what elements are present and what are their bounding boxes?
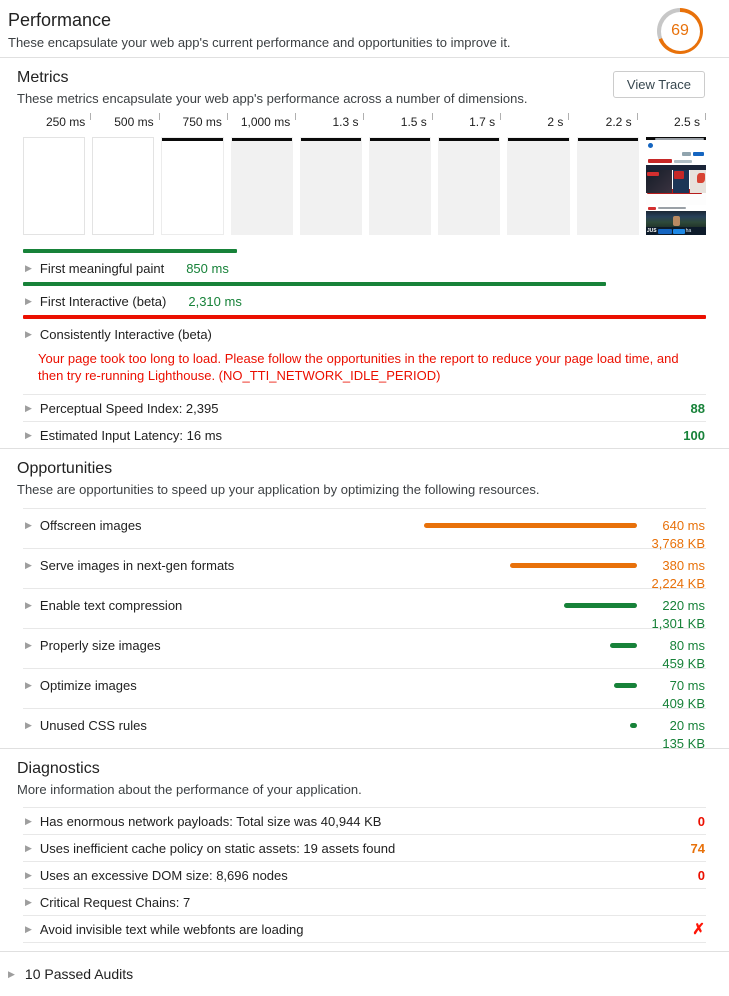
opportunity-label: Serve images in next-gen formats bbox=[39, 558, 235, 573]
opportunities-description: These are opportunities to speed up your application by optimizing the following resources. bbox=[17, 482, 540, 497]
timeline-label: 2 s bbox=[501, 115, 569, 133]
opportunity-size: 1,301 KB bbox=[651, 616, 705, 631]
timeline-label: 2.2 s bbox=[569, 115, 637, 133]
timeline-label: 2.5 s bbox=[638, 115, 706, 133]
opportunity-savings-bar bbox=[614, 683, 637, 688]
expand-triangle-icon[interactable]: ▶ bbox=[25, 896, 32, 907]
expand-triangle-icon[interactable]: ▶ bbox=[25, 869, 32, 880]
opportunity-savings-bar bbox=[630, 723, 637, 728]
opportunity-row[interactable] bbox=[23, 628, 706, 671]
opportunity-time: 640 ms bbox=[662, 518, 705, 533]
thumbnail-login-buttons bbox=[646, 150, 706, 157]
metric-row-perceptual-speed-index[interactable] bbox=[23, 394, 706, 421]
metric-row-first-interactive[interactable] bbox=[23, 282, 706, 313]
metric-score: 88 bbox=[690, 400, 705, 416]
opportunity-time: 70 ms bbox=[669, 678, 705, 693]
expand-triangle-icon[interactable]: ▶ bbox=[25, 263, 32, 273]
diagnostic-label: Uses an excessive DOM size: 8,696 nodes bbox=[39, 867, 288, 883]
timeline-label: 1.5 s bbox=[364, 115, 432, 133]
expand-triangle-icon[interactable]: ▶ bbox=[25, 923, 32, 934]
opportunity-row[interactable] bbox=[23, 708, 706, 751]
opportunity-label: Offscreen images bbox=[39, 518, 142, 533]
filmstrip bbox=[23, 137, 706, 235]
diagnostic-label: Critical Request Chains: 7 bbox=[39, 894, 191, 910]
filmstrip-frame-loading bbox=[577, 137, 639, 235]
filmstrip-frame-loading bbox=[369, 137, 431, 235]
filmstrip-frame-loading bbox=[438, 137, 500, 235]
filmstrip-frame-blank bbox=[23, 137, 85, 235]
metric-row-consistently-interactive[interactable] bbox=[23, 315, 706, 394]
opportunity-size: 3,768 KB bbox=[651, 536, 705, 551]
diagnostic-score: 0 bbox=[697, 867, 705, 883]
expand-triangle-icon[interactable]: ▶ bbox=[25, 429, 32, 440]
opportunity-time: 220 ms bbox=[662, 598, 705, 613]
diagnostic-label: Has enormous network payloads: Total size was 40,944 KB bbox=[39, 813, 382, 829]
diagnostics-description: More information about the performance of your application. bbox=[17, 782, 362, 797]
timeline-label: 1.7 s bbox=[433, 115, 501, 133]
filmstrip-frame-loading bbox=[231, 137, 293, 235]
diagnostic-row[interactable] bbox=[23, 861, 706, 888]
metrics-section bbox=[0, 58, 729, 449]
thumbnail-articles bbox=[646, 170, 706, 193]
expand-triangle-icon[interactable]: ▶ bbox=[25, 842, 32, 853]
expand-triangle-icon[interactable]: ▶ bbox=[25, 296, 32, 306]
timeline-label: 1.3 s bbox=[296, 115, 364, 133]
opportunity-label: Unused CSS rules bbox=[39, 718, 147, 733]
metric-row-estimated-input-latency[interactable] bbox=[23, 421, 706, 448]
metric-label: Consistently Interactive (beta) bbox=[39, 327, 212, 342]
metric-label: First Interactive (beta) bbox=[39, 294, 167, 309]
filmstrip-frame-final bbox=[646, 137, 706, 235]
filmstrip-frame-paint bbox=[161, 137, 223, 235]
timeline-labels bbox=[23, 115, 706, 133]
diagnostics-list bbox=[23, 807, 706, 942]
thumbnail-headline-banner bbox=[646, 193, 706, 205]
opportunity-size: 409 KB bbox=[662, 696, 705, 711]
page-description: These encapsulate your web app's current performance and opportunities to improve it. bbox=[8, 35, 511, 50]
expand-triangle-icon[interactable]: ▶ bbox=[25, 520, 32, 530]
expand-triangle-icon[interactable]: ▶ bbox=[25, 560, 32, 570]
opportunity-size: 135 KB bbox=[662, 736, 705, 751]
expand-triangle-icon[interactable]: ▶ bbox=[25, 815, 32, 826]
metric-error-message: Your page took too long to load. Please follow the opportunities in the report to reduce your page load time, and then try re-running Lighthouse. (NO_TTI_NETWORK_IDLE_PERIOD) bbox=[38, 351, 679, 383]
expand-triangle-icon[interactable]: ▶ bbox=[25, 680, 32, 690]
filmstrip-timeline bbox=[23, 115, 706, 235]
diagnostic-row[interactable] bbox=[23, 915, 706, 942]
opportunity-savings-bar bbox=[510, 563, 637, 568]
diagnostic-row[interactable] bbox=[23, 834, 706, 861]
opportunity-savings-bar bbox=[610, 643, 637, 648]
diagnostic-row[interactable] bbox=[23, 807, 706, 834]
opportunity-size: 2,224 KB bbox=[651, 576, 705, 591]
diagnostic-label: Uses inefficient cache policy on static assets: 19 assets found bbox=[39, 840, 396, 856]
performance-score-value: 69 bbox=[661, 12, 700, 51]
expand-triangle-icon[interactable]: ▶ bbox=[25, 720, 32, 730]
diagnostic-score: 74 bbox=[690, 840, 705, 856]
timeline-label: 250 ms bbox=[23, 115, 91, 133]
diagnostics-title: Diagnostics bbox=[17, 760, 100, 777]
opportunities-list bbox=[23, 508, 706, 751]
diagnostic-row[interactable] bbox=[23, 888, 706, 915]
expand-triangle-icon[interactable]: ▶ bbox=[25, 600, 32, 610]
expand-triangle-icon[interactable]: ▶ bbox=[25, 329, 32, 339]
passed-audits-toggle[interactable] bbox=[0, 951, 729, 996]
expand-triangle-icon[interactable]: ▶ bbox=[8, 968, 15, 979]
diagnostic-score: 0 bbox=[697, 813, 705, 829]
performance-header bbox=[0, 0, 729, 58]
opportunity-time: 380 ms bbox=[662, 558, 705, 573]
timeline-label: 750 ms bbox=[160, 115, 228, 133]
timeline-label: 1,000 ms bbox=[228, 115, 296, 133]
metric-label: Perceptual Speed Index: 2,395 bbox=[39, 400, 219, 416]
opportunity-row[interactable] bbox=[23, 668, 706, 711]
metric-label: First meaningful paint bbox=[39, 261, 165, 276]
expand-triangle-icon[interactable]: ▶ bbox=[25, 640, 32, 650]
filmstrip-frame-blank bbox=[92, 137, 154, 235]
diagnostic-label: Avoid invisible text while webfonts are loading bbox=[39, 921, 304, 937]
metric-value: 850 ms bbox=[186, 261, 229, 276]
metrics-description: These metrics encapsulate your web app's performance across a number of dimensions. bbox=[17, 91, 528, 106]
metric-row-first-meaningful-paint[interactable] bbox=[23, 249, 706, 280]
view-trace-button[interactable]: View Trace bbox=[613, 71, 705, 98]
thumbnail-header-text bbox=[646, 140, 706, 150]
performance-score-ring bbox=[657, 8, 703, 54]
opportunity-label: Enable text compression bbox=[39, 598, 183, 613]
diagnostics-section bbox=[0, 749, 729, 943]
expand-triangle-icon[interactable]: ▶ bbox=[25, 402, 32, 413]
opportunity-time: 20 ms bbox=[669, 718, 705, 733]
opportunity-savings-bar bbox=[564, 603, 637, 608]
opportunity-size: 459 KB bbox=[662, 656, 705, 671]
metrics-title: Metrics bbox=[17, 69, 69, 86]
opportunity-savings-bar bbox=[424, 523, 637, 528]
metric-label: Estimated Input Latency: 16 ms bbox=[39, 427, 223, 443]
timeline-label: 500 ms bbox=[91, 115, 159, 133]
thumbnail-footer: JUS ha bbox=[646, 227, 706, 235]
metric-value: 2,310 ms bbox=[188, 294, 242, 309]
opportunity-label: Properly size images bbox=[39, 638, 161, 653]
opportunity-row[interactable] bbox=[23, 548, 706, 591]
passed-audits-label: 10 Passed Audits bbox=[24, 966, 134, 982]
thumbnail-photo bbox=[646, 211, 706, 227]
metric-score: 100 bbox=[683, 427, 705, 443]
opportunities-section bbox=[0, 449, 729, 749]
opportunity-row[interactable] bbox=[23, 588, 706, 631]
opportunity-label: Optimize images bbox=[39, 678, 137, 693]
thumbnail-masthead bbox=[646, 157, 706, 165]
diagnostic-score: ✗ bbox=[692, 921, 705, 938]
opportunity-time: 80 ms bbox=[669, 638, 705, 653]
filmstrip-frame-loading bbox=[507, 137, 569, 235]
page-title: Performance bbox=[8, 10, 112, 30]
opportunities-title: Opportunities bbox=[17, 460, 113, 477]
filmstrip-frame-loading bbox=[300, 137, 362, 235]
opportunity-row[interactable] bbox=[23, 508, 706, 551]
